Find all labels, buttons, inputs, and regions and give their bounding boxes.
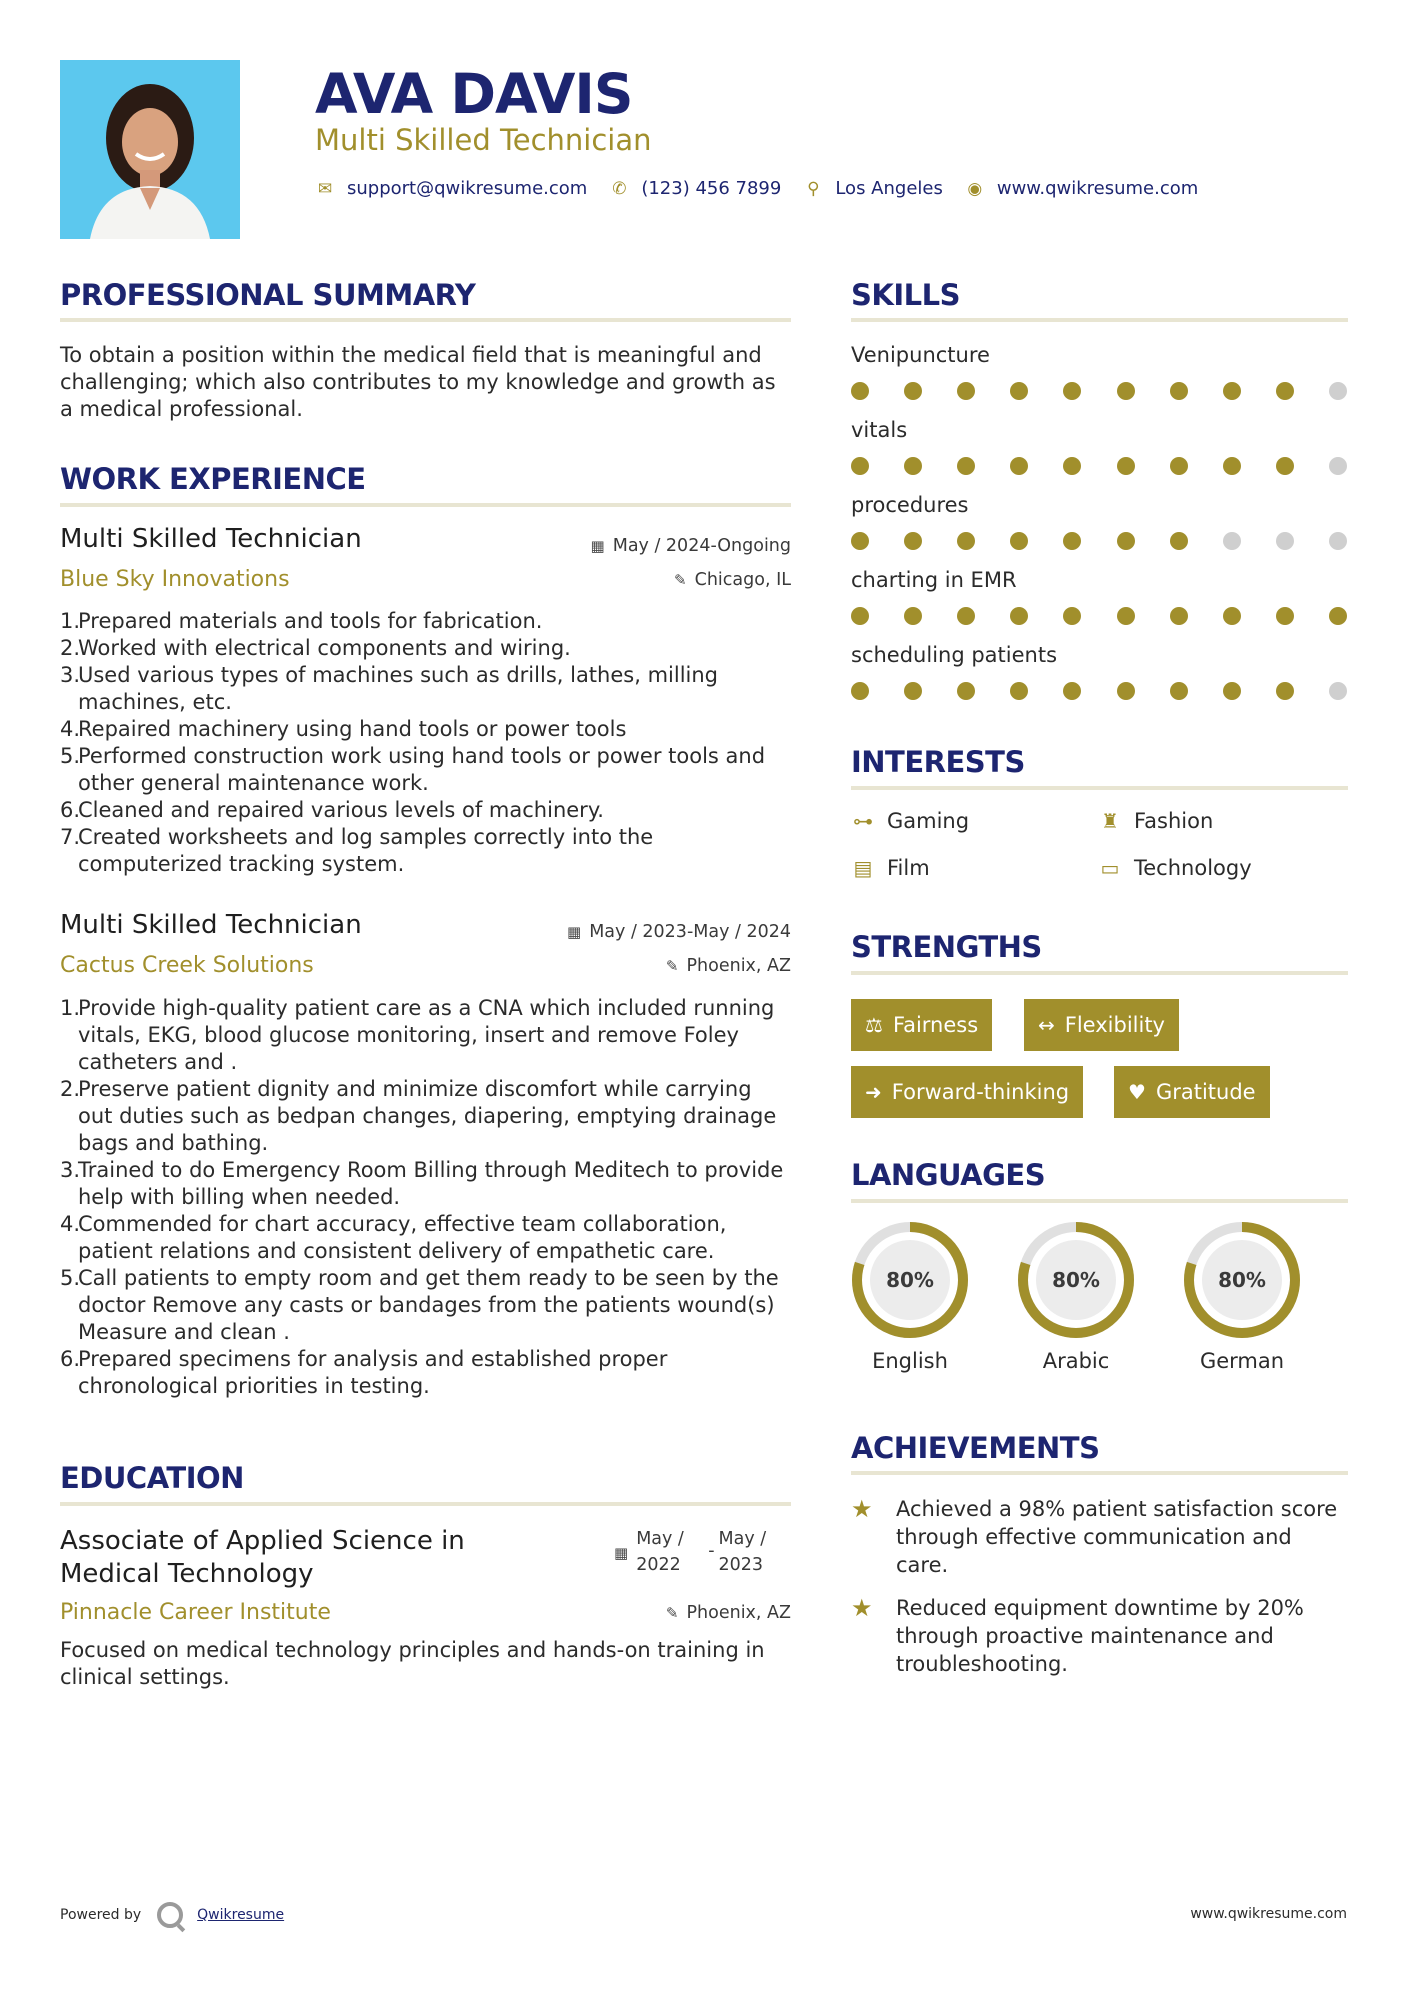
rating-dot-filled bbox=[957, 682, 975, 700]
summary-divider bbox=[60, 318, 791, 322]
language-item bbox=[1015, 1219, 1137, 1373]
list-item: 6. Cleaned and repaired various levels of machinery. bbox=[60, 798, 604, 822]
skill-rating bbox=[851, 607, 1347, 625]
rating-dot-filled bbox=[957, 607, 975, 625]
rating-dot-filled bbox=[851, 682, 869, 700]
language-name: English bbox=[872, 1349, 948, 1373]
language-name: Arabic bbox=[1042, 1349, 1110, 1373]
footer-website[interactable]: www.qwikresume.com bbox=[1190, 1906, 1347, 1922]
interest-item: ▭ Technology bbox=[1098, 856, 1252, 880]
pushpin-icon: ✎ bbox=[674, 571, 687, 589]
list-item: 7. Created worksheets and log samples correctly into the computerized tracking system. bbox=[60, 825, 654, 876]
language-name: German bbox=[1199, 1349, 1285, 1373]
job-dates: ▦ May / 2023-May / 2024 bbox=[567, 922, 791, 942]
rating-dot-filled bbox=[851, 532, 869, 550]
rating-dot-filled bbox=[1276, 457, 1294, 475]
job-location: ✎ Chicago, IL bbox=[674, 570, 791, 590]
language-percent: 80% bbox=[1218, 1268, 1266, 1292]
list-item: 4. Repaired machinery using hand tools or power tools bbox=[60, 717, 627, 741]
list-item: 2. Preserve patient dignity and minimize discomfort while carrying out duties such as bedpan changes, diapering, emptying drainage bags and bathing. bbox=[60, 1077, 777, 1155]
laptop-icon: ▭ bbox=[1100, 856, 1120, 880]
job-duties bbox=[60, 995, 791, 1400]
contact-bar bbox=[315, 178, 1220, 199]
rating-dot-filled bbox=[1010, 457, 1028, 475]
school-name: Pinnacle Career Institute bbox=[60, 1600, 331, 1625]
footer-powered-by: Powered by Qwikresume bbox=[60, 1902, 284, 1928]
rating-dot-filled bbox=[1223, 382, 1241, 400]
job-dates: ▦ May / 2024-Ongoing bbox=[590, 536, 791, 556]
strength-badge: ♥ Gratitude bbox=[1114, 1066, 1270, 1118]
languages-heading: LANGUAGES bbox=[851, 1158, 1046, 1192]
list-item: 6. Prepared specimens for analysis and established proper chronological priorities in testing. bbox=[60, 1347, 668, 1398]
education-dates: ▦ May / 2022 - May / 2023 bbox=[614, 1529, 767, 1575]
job-title: Multi Skilled Technician bbox=[60, 524, 362, 554]
list-item: 1. Prepared materials and tools for fabrication. bbox=[60, 609, 543, 633]
rating-dot-filled bbox=[1117, 457, 1135, 475]
interest-item: ♜ Fashion bbox=[1098, 809, 1213, 833]
candidate-name: AVA DAVIS bbox=[315, 62, 633, 126]
gamepad-icon: ⊶ bbox=[853, 809, 873, 833]
list-item: 1. Provide high-quality patient care as a CNA which included running vitals, EKG, blood glucose monitoring, insert and remove Foley catheters and . bbox=[60, 996, 775, 1074]
skills-heading: SKILLS bbox=[851, 278, 960, 312]
rating-dot-filled bbox=[1063, 607, 1081, 625]
education-description: Focused on medical technology principles and hands-on training in clinical settings. bbox=[60, 1638, 765, 1689]
candidate-title: Multi Skilled Technician bbox=[315, 123, 652, 157]
job-company: Cactus Creek Solutions bbox=[60, 953, 314, 978]
calendar-icon: ▦ bbox=[614, 1544, 629, 1562]
summary-heading: PROFESSIONAL SUMMARY bbox=[60, 278, 476, 312]
strength-badge: ➜ Forward-thinking bbox=[851, 1066, 1083, 1118]
film-icon: ▤ bbox=[853, 856, 873, 880]
language-ring bbox=[1181, 1219, 1303, 1341]
phone-icon: ✆ bbox=[612, 178, 627, 199]
pushpin-icon: ✎ bbox=[665, 957, 679, 975]
achievements-heading: ACHIEVEMENTS bbox=[851, 1431, 1100, 1465]
rating-dot-filled bbox=[1010, 532, 1028, 550]
list-item: 5. Performed construction work using hand tools or power tools and other general maintenance work. bbox=[60, 744, 766, 795]
rating-dot-filled bbox=[1223, 682, 1241, 700]
map-marker-icon: ⚲ bbox=[807, 178, 820, 199]
language-ring bbox=[1015, 1219, 1137, 1341]
rating-dot-filled bbox=[1117, 607, 1135, 625]
strengths-divider bbox=[851, 971, 1348, 975]
rating-dot-filled bbox=[1063, 532, 1081, 550]
job-duties bbox=[60, 608, 791, 878]
contact-email[interactable]: ✉ support@qwikresume.com bbox=[315, 178, 587, 199]
experience-divider bbox=[60, 503, 791, 507]
languages-divider bbox=[851, 1199, 1348, 1203]
rating-dot-empty bbox=[1329, 682, 1347, 700]
interests-heading: INTERESTS bbox=[851, 745, 1025, 779]
rating-dot-filled bbox=[904, 457, 922, 475]
skill-rating bbox=[851, 457, 1347, 475]
rating-dot-filled bbox=[1170, 682, 1188, 700]
rating-dot-filled bbox=[1063, 682, 1081, 700]
balance-scale-icon: ⚖ bbox=[865, 1013, 883, 1037]
education-heading: EDUCATION bbox=[60, 1461, 244, 1495]
education-divider bbox=[60, 1502, 791, 1506]
skill-name: procedures bbox=[851, 493, 969, 517]
strengths-heading: STRENGTHS bbox=[851, 930, 1042, 964]
pushpin-icon: ✎ bbox=[665, 1604, 679, 1622]
rating-dot-filled bbox=[1117, 382, 1135, 400]
skill-rating bbox=[851, 682, 1347, 700]
summary-text: To obtain a position within the medical field that is meaningful and challenging; which also contributes to my knowledge and growth as a medical professional. bbox=[60, 343, 776, 421]
list-item: 4. Commended for chart accuracy, effective team collaboration, patient relations and consistent delivery of empathetic care. bbox=[60, 1212, 727, 1263]
rating-dot-empty bbox=[1276, 532, 1294, 550]
rating-dot-filled bbox=[1223, 457, 1241, 475]
star-icon: ★ bbox=[851, 1495, 873, 1523]
job-location: ✎ Phoenix, AZ bbox=[665, 956, 791, 976]
language-item bbox=[849, 1219, 971, 1373]
rating-dot-empty bbox=[1329, 457, 1347, 475]
rating-dot-filled bbox=[1170, 532, 1188, 550]
list-item: 3. Trained to do Emergency Room Billing through Meditech to provide help with billing when needed. bbox=[60, 1158, 784, 1209]
rating-dot-filled bbox=[1010, 682, 1028, 700]
list-item: 3. Used various types of machines such as drills, lathes, milling machines, etc. bbox=[60, 663, 718, 714]
skill-name: vitals bbox=[851, 418, 908, 442]
rating-dot-empty bbox=[1223, 532, 1241, 550]
calendar-icon: ▦ bbox=[567, 923, 582, 941]
interest-item: ⊶ Gaming bbox=[853, 809, 970, 833]
rating-dot-filled bbox=[1170, 382, 1188, 400]
job-company: Blue Sky Innovations bbox=[60, 567, 290, 592]
skill-name: Venipuncture bbox=[851, 343, 990, 367]
rating-dot-filled bbox=[1170, 457, 1188, 475]
skill-name: charting in EMR bbox=[851, 568, 1017, 592]
rating-dot-filled bbox=[904, 382, 922, 400]
rating-dot-filled bbox=[904, 607, 922, 625]
job-title: Multi Skilled Technician bbox=[60, 910, 362, 940]
rating-dot-filled bbox=[851, 457, 869, 475]
language-percent: 80% bbox=[1052, 1268, 1100, 1292]
language-percent: 80% bbox=[886, 1268, 934, 1292]
heart-icon: ♥ bbox=[1128, 1080, 1146, 1104]
skill-rating bbox=[851, 382, 1347, 400]
strength-badge: ↔ Flexibility bbox=[1024, 999, 1179, 1051]
qwikresume-link[interactable]: Qwikresume bbox=[197, 1907, 285, 1923]
language-ring bbox=[849, 1219, 971, 1341]
rating-dot-filled bbox=[851, 607, 869, 625]
rating-dot-filled bbox=[1010, 607, 1028, 625]
rating-dot-filled bbox=[1010, 382, 1028, 400]
rating-dot-filled bbox=[957, 457, 975, 475]
star-icon: ★ bbox=[851, 1594, 873, 1622]
rating-dot-filled bbox=[904, 532, 922, 550]
skill-name: scheduling patients bbox=[851, 643, 1058, 667]
envelope-icon: ✉ bbox=[317, 178, 333, 199]
rating-dot-filled bbox=[1063, 382, 1081, 400]
arrow-right-icon: ➜ bbox=[865, 1080, 882, 1104]
rating-dot-filled bbox=[1276, 382, 1294, 400]
contact-location: ⚲ Los Angeles bbox=[803, 178, 943, 199]
globe-icon: ◉ bbox=[967, 178, 983, 199]
rating-dot-filled bbox=[1276, 682, 1294, 700]
achievements-divider bbox=[851, 1471, 1348, 1475]
rating-dot-filled bbox=[904, 682, 922, 700]
rating-dot-filled bbox=[957, 532, 975, 550]
rating-dot-filled bbox=[1117, 532, 1135, 550]
rating-dot-empty bbox=[1329, 382, 1347, 400]
rating-dot-filled bbox=[1063, 457, 1081, 475]
experience-heading: WORK EXPERIENCE bbox=[60, 462, 366, 496]
degree-title: Associate of Applied Science in Medical Technology bbox=[60, 1526, 465, 1589]
list-item: 5. Call patients to empty room and get them ready to be seen by the doctor Remove any casts or bandages from the patients wound(s) Measure and clean . bbox=[60, 1266, 779, 1344]
arrows-horizontal-icon: ↔ bbox=[1038, 1013, 1055, 1037]
strength-badge: ⚖ Fairness bbox=[851, 999, 992, 1051]
contact-website[interactable]: ◉ www.qwikresume.com bbox=[965, 178, 1198, 199]
qwikresume-logo-icon bbox=[157, 1902, 183, 1928]
rating-dot-filled bbox=[1276, 607, 1294, 625]
achievement-item: ★ Achieved a 98% patient satisfaction score through effective communication and care. bbox=[851, 1495, 1338, 1577]
rating-dot-filled bbox=[1329, 607, 1347, 625]
interests-divider bbox=[851, 786, 1348, 790]
rating-dot-filled bbox=[1170, 607, 1188, 625]
profile-photo bbox=[60, 60, 240, 239]
interest-item: ▤ Film bbox=[851, 856, 930, 880]
language-item bbox=[1181, 1219, 1303, 1373]
calendar-icon: ▦ bbox=[590, 537, 605, 555]
contact-phone[interactable]: ✆ (123) 456 7899 bbox=[609, 178, 781, 199]
achievement-item: ★ Reduced equipment downtime by 20% through proactive maintenance and troubleshooting. bbox=[851, 1594, 1304, 1676]
skill-rating bbox=[851, 532, 1347, 550]
list-item: 2. Worked with electrical components and wiring. bbox=[60, 636, 571, 660]
rating-dot-empty bbox=[1329, 532, 1347, 550]
rating-dot-filled bbox=[1223, 607, 1241, 625]
rating-dot-filled bbox=[851, 382, 869, 400]
education-location: ✎ Phoenix, AZ bbox=[665, 1603, 791, 1623]
skills-divider bbox=[851, 318, 1348, 322]
rating-dot-filled bbox=[1117, 682, 1135, 700]
shopping-bag-icon: ♜ bbox=[1101, 809, 1119, 833]
rating-dot-filled bbox=[957, 382, 975, 400]
